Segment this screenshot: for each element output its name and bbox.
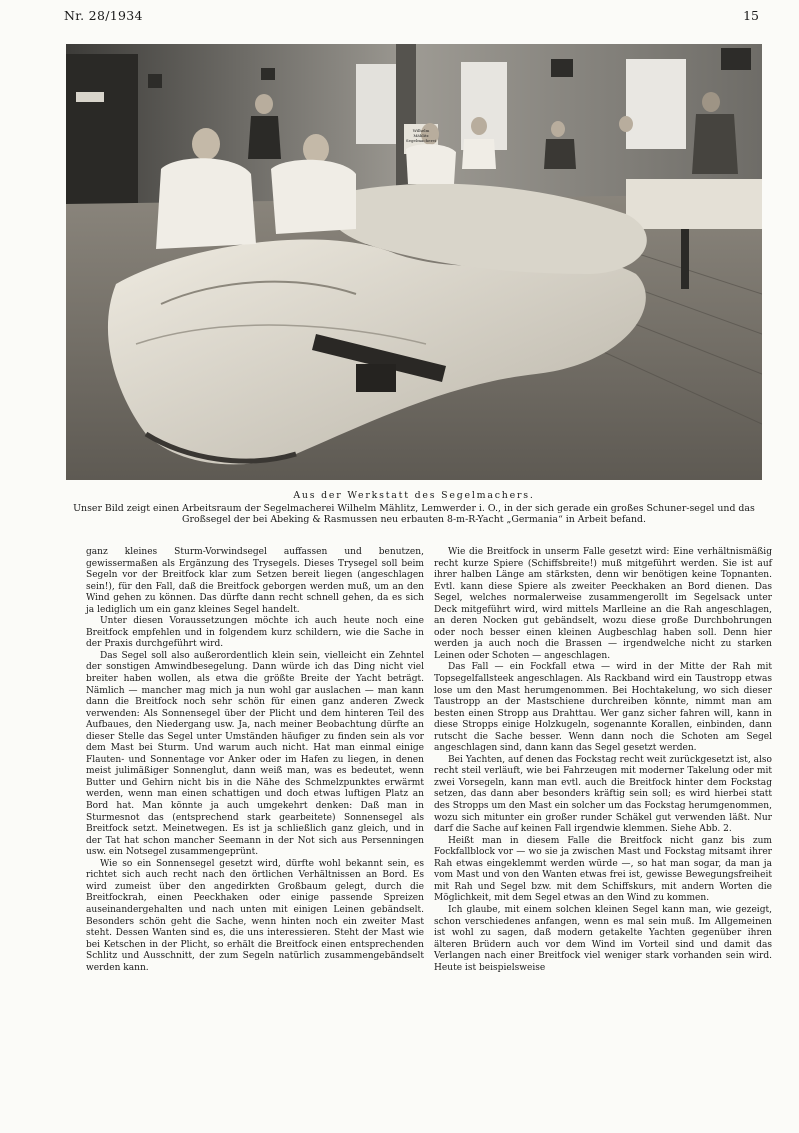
- paragraph: Unter diesen Voraussetzungen möchte ich auch heute noch eine Breitfock empfehlen und in folgendem kurz schildern, wie die Sache in der Praxis durchgeführt wird.: [86, 616, 424, 650]
- paragraph: Das Segel soll also außerordentlich klein sein, vielleicht ein Zehntel der sonstigen Amwindbesegelung. Dann würde ich das Ding nicht viel breiter haben wollen, als etwa die größte Breite der Yacht beträgt. Nämlich — mancher mag mich ja nun wohl gar auslachen — man kann dann die Breitfock noch sehr schön für einen ganz anderen Zweck verwenden: Als Sonnensegel über der Plicht und dem hinteren Teil des Aufbaues, den Niedergang usw. Ja, nach meiner Beobachtung dürfte an dieser Stelle das Segel unter Umständen häufiger zu finden sein als vor dem Mast bei Sturm. Und warum auch nicht. Hat man einmal einige Flauten- und Sonnentage vor Anker oder im Hafen zu liegen, in denen meist julimäßiger Sonnenglut, dann weiß man, was es bedeutet, wenn Butter und Gehirn nicht bis in die Nähe des Schmelzpunktes erwärmt werden, wenn man einen schattigen und doch etwas luftigen Platz an Bord hat. Man könnte ja auch umgekehrt denken: Daß man in Sturmesnot das (entsprechend stark gearbeitete) Sonnensegel als Breitfock setzt. Meinetwegen. Es ist ja schließlich ganz gleich, und in der Tat hat schon mancher Seemann in der Not sich aus Persenningen usw. ein Notsegel zusammengeprünt.: [86, 650, 424, 858]
- workshop-photo: [66, 44, 762, 480]
- left-column: [86, 547, 424, 974]
- paragraph: Bei Yachten, auf denen das Fockstag recht weit zurückgesetzt ist, also recht steil verläuft, wie bei Fahrzeugen mit moderner Takelung oder mit zwei Vorsegeln, kann man evtl. auch die Breitfock hinter dem Fockstag setzen, das dann aber besonders kräftig sein soll; es wird hierbei statt des Stropps um den Mast ein solcher um das Fockstag herumgenommen, wozu sich mitunter ein großer runder Schäkel gut verwenden läßt. Nur darf die Sache auf keinen Fall irgendwie klemmen. Siehe Abb. 2.: [434, 754, 772, 835]
- paragraph: Heißt man in diesem Falle die Breitfock nicht ganz bis zum Fockfallblock vor — wo sie ja zwischen Mast und Fockstag mitsamt ihrer Rah etwas eingeklemmt werden würde —, so hat man sogar, da man ja vom Mast und von den Wanten etwas frei ist, gewisse Bewegungsfreiheit mit Rah und Segel bzw. mit dem Schiffskurs, mit andern Worten die Möglichkeit, mit dem Segel etwas an den Wind zu kommen.: [434, 835, 772, 904]
- page-number: 15: [743, 8, 759, 23]
- photo-caption: [66, 490, 762, 526]
- paragraph: Wie die Breitfock in unserm Falle gesetzt wird: Eine verhältnismäßig recht kurze Spiere (Schiffsbreite!) muß mitgeführt werden. Sie ist auf ihrer halben Länge am stärksten, denn wir benötigen keine Topnanten. Evtl. kann diese Spiere als zweiter Peeckhaken an Bord dienen. Das Segel, welches normalerweise zusammengerollt im Segelsack unter Deck mitgeführt wird, wird mittels Marlleine an die Rah angeschlagen, an deren Nocken gut gebändselt, wozu diese große Durchbohrungen oder noch besser einen kleinen Augbeschlag haben soll. Denn hier werden ja auch noch die Brassen — irgendwelche nicht zu starken Leinen oder Schoten — angeschlagen.: [434, 547, 772, 661]
- paragraph: Ich glaube, mit einem solchen kleinen Segel kann man, wie gezeigt, schon verschiedenes anfangen, wenn es mal sein muß. Im Allgemeinen ist wohl zu sagen, daß modern getakelte Yachten gegenüber ihren älteren Brüdern auch vor dem Wind im Vorteil sind und damit das Verlangen nach einer Breitfock viel weniger stark vorhanden sein wird. Heute ist beispielsweise: [434, 904, 772, 973]
- right-column: [434, 547, 772, 974]
- paragraph: ganz kleines Sturm-Vorwindsegel auffassen und benutzen, gewissermaßen als Ergänzung des Trysegels. Dieses Trysegel soll beim Segeln vor der Breitfock klar zum Setzen bereit liegen (angeschlagen sein!), für den Fall, daß die Breitfock geborgen werden muß, um an den Wind gehen zu können. Das dürfte dann recht schnell gehen, da es sich ja lediglich um ein ganz kleines Segel handelt.: [86, 547, 424, 615]
- workshop-sign-text: Wilhelm Mählitz Segelmacherei: [405, 128, 437, 143]
- issue-number: Nr. 28/1934: [64, 8, 143, 23]
- paragraph: Wie so ein Sonnensegel gesetzt wird, dürfte wohl bekannt sein, es richtet sich auch recht nach den örtlichen Verhältnissen an Bord. Es wird zumeist über den angedirkten Großbaum gelegt, durch die Breitfockrah, einen Peeckhaken oder einige passende Spreizen auseinandergehalten und nach unten mit einigen Leinen gebändselt. Besonders schön geht die Sache, wenn hinten noch ein zweiter Mast steht. Dessen Wanten sind es, die uns interessieren. Steht der Mast wie bei Ketschen in der Plicht, so erhält die Breitfock einen entsprechenden Schlitz und Ausschnitt, der zum Segeln natürlich zusammengebändselt werden kann.: [86, 858, 424, 973]
- caption-text: Unser Bild zeigt einen Arbeitsraum der Segelmacherei Wilhelm Mählitz, Lemwerder i. O., in der sich gerade ein großes Schuner-segel und das Großsegel der bei Abeking & Rasmussen neu erbauten 8-m-R-Yacht „Germania“ in Arbeit befand.: [73, 502, 755, 525]
- caption-title: Aus der Werkstatt des Segelmachers.: [293, 490, 535, 501]
- paragraph: Das Fall — ein Fockfall etwa — wird in der Mitte der Rah mit Topsegelfallsteek angeschlagen. Als Rackband wird ein Taustropp etwas lose um den Mast herumgenommen. Bei Hochtakelung, wo sich dieser Taustropp an der Mastschiene durchreiben könnte, nimmt man am besten einen Stropp aus Drahttau. Wer ganz sicher fahren will, kann in diese Stropps einige Holzkugeln, sogenannte Korallen, einbinden, dann rutscht die Sache besser. Wenn dann noch die Schoten am Segel angeschlagen sind, dann kann das Segel gesetzt werden.: [434, 662, 772, 754]
- page-header: [64, 8, 759, 28]
